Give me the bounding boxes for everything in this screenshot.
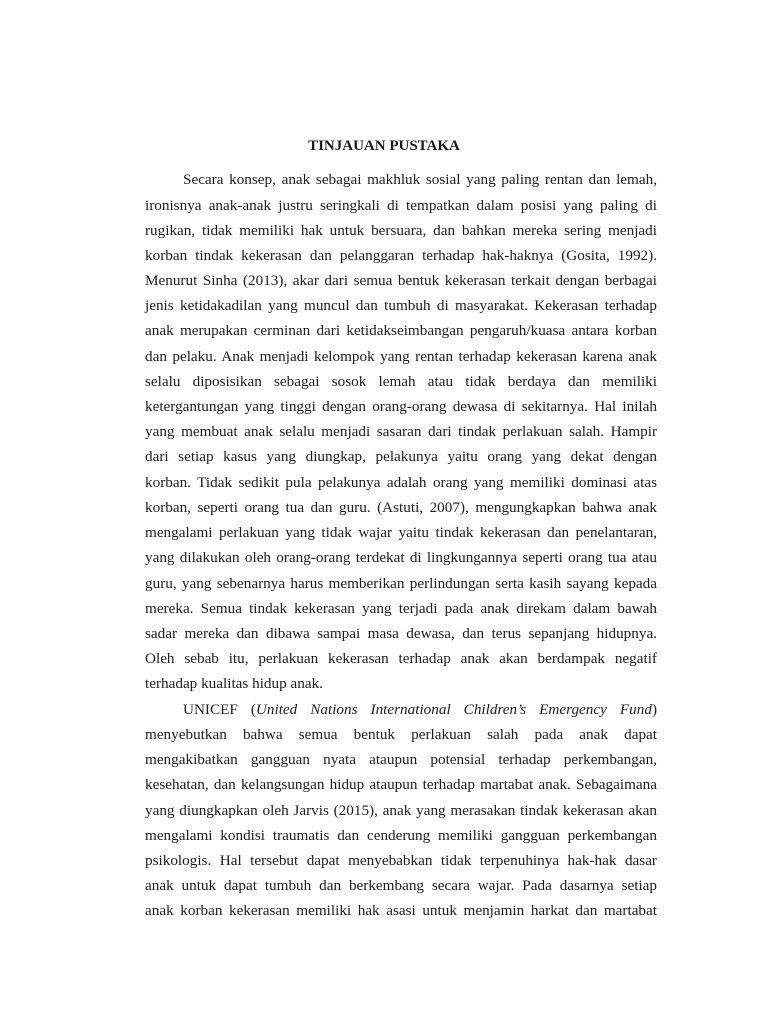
unicef-suffix: ) <box>651 701 658 718</box>
text-line: yang diungkapkan oleh Jarvis (2015), anak yang merasakan tindak kekerasan akan <box>145 802 657 819</box>
text-line: terhadap kualitas hidup anak. <box>145 675 323 692</box>
text-line: menyebutkan bahwa semua bentuk perlakuan salah pada anak dapat <box>145 726 657 743</box>
text-line: mereka. Semua tindak kekerasan yang terjadi pada anak direkam dalam bawah <box>145 600 657 617</box>
text-line: sadar mereka dan dibawa sampai masa dewasa, dan terus sepanjang hidupnya. <box>145 625 657 642</box>
text-line: guru, yang sebenarnya harus memberikan perlindungan serta kasih sayang kepada <box>145 575 657 592</box>
text-line: psikologis. Hal tersebut dapat menyebabkan tidak terpenuhinya hak-hak dasar <box>145 852 657 869</box>
unicef-prefix: UNICEF ( <box>183 701 256 718</box>
text-line: mengakibatkan gangguan nyata ataupun potensial terhadap perkembangan, <box>145 751 657 768</box>
page-title: TINJAUAN PUSTAKA <box>308 138 460 154</box>
text-line: anak merupakan cerminan dari ketidakseimbangan pengaruh/kuasa antara korban <box>145 322 657 339</box>
unicef-expansion: United Nations International Children’s Emergency Fund <box>255 701 652 718</box>
text-line: dari setiap kasus yang diungkap, pelakunya yaitu orang yang dekat dengan <box>145 448 657 465</box>
text-line: mengalami kondisi traumatis dan cenderung memiliki gangguan perkembangan <box>145 827 657 844</box>
text-line: yang dilakukan oleh orang-orang terdekat di lingkungannya seperti orang tua atau <box>145 549 657 566</box>
text-line: yang membuat anak selalu menjadi sasaran dari tindak perlakuan salah. Hampir <box>145 423 657 440</box>
text-line: selalu diposisikan sebagai sosok lemah atau tidak berdaya dan memiliki <box>145 373 657 390</box>
text-line: dan pelaku. Anak menjadi kelompok yang rentan terhadap kekerasan karena anak <box>145 348 657 365</box>
text-line: anak untuk dapat tumbuh dan berkembang secara wajar. Pada dasarnya setiap <box>145 877 657 894</box>
text-line: ketergantungan yang tinggi dengan orang-orang dewasa di sekitarnya. Hal inilah <box>145 398 657 415</box>
text-line: kesehatan, dan kelangsungan hidup ataupun terhadap martabat anak. Sebagaimana <box>145 776 657 793</box>
text-line: jenis ketidakadilan yang muncul dan tumbuh di masyarakat. Kekerasan terhadap <box>145 297 657 314</box>
text-line: Oleh sebab itu, perlakuan kekerasan terhadap anak akan berdampak negatif <box>145 650 657 667</box>
text-line: korban. Tidak sedikit pula pelakunya adalah orang yang memiliki dominasi atas <box>145 474 657 491</box>
text-line: korban, seperti orang tua dan guru. (Astuti, 2007), mengungkapkan bahwa anak <box>145 499 657 516</box>
text-line: Secara konsep, anak sebagai makhluk sosial yang paling rentan dan lemah, <box>183 171 657 188</box>
text-line <box>183 697 657 722</box>
text-line: rugikan, tidak memiliki hak untuk bersuara, dan bahkan mereka sering menjadi <box>145 222 657 239</box>
text-line: Menurut Sinha (2013), akar dari semua bentuk kekerasan terkait dengan berbagai <box>145 272 657 289</box>
text-line: mengalami perlakuan yang tidak wajar yaitu tindak kekerasan dan penelantaran, <box>145 524 657 541</box>
text-line: anak korban kekerasan memiliki hak asasi untuk menjamin harkat dan martabat <box>145 902 657 919</box>
text-line: ironisnya anak-anak justru seringkali di tempatkan dalam posisi yang paling di <box>145 197 657 214</box>
text-line: korban tindak kekerasan dan pelanggaran terhadap hak-haknya (Gosita, 1992). <box>145 247 657 264</box>
